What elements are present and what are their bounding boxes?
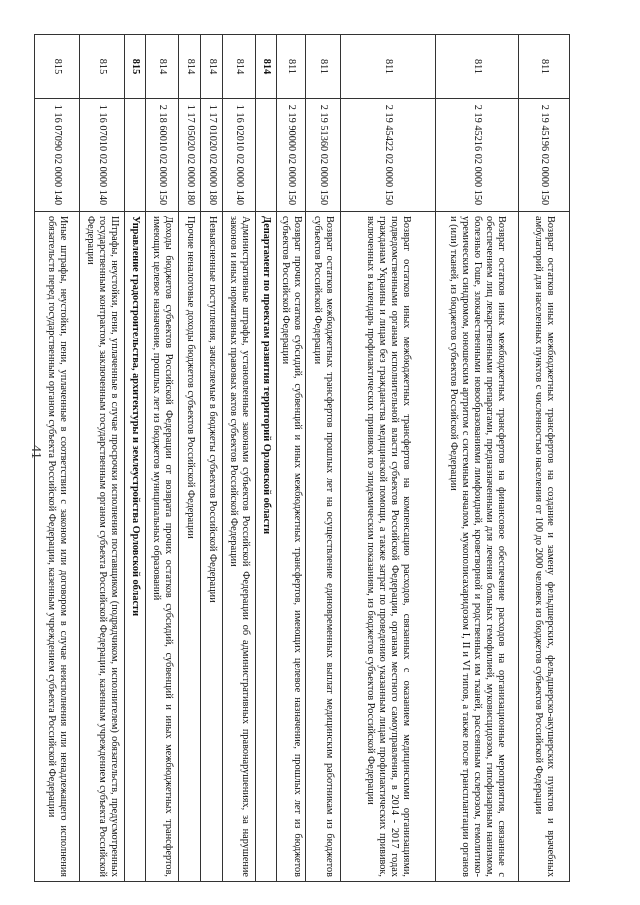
- budget-code-cell: 1 17 05020 02 0000 180: [179, 99, 201, 212]
- table-row: [223, 35, 256, 882]
- page-number: 41: [28, 445, 43, 459]
- table-row: [146, 35, 179, 882]
- budget-code-cell: 1 17 01020 02 0000 180: [201, 99, 223, 212]
- revenue-name-cell: Административные штрафы, установленные законами субъектов Российской Федерации об административных правонарушениях, за нарушение законов и иных нормативных правовых актов субъектов Российской Федерации: [223, 212, 256, 882]
- revenue-name-cell: Прочие неналоговые доходы бюджетов субъектов Российской Федерации: [179, 212, 201, 882]
- budget-code-cell: 2 18 60010 02 0000 150: [146, 99, 179, 212]
- budget-code-cell: 1 16 07090 02 0000 140: [35, 99, 80, 212]
- table-row: [201, 35, 223, 882]
- budget-code-cell: 2 19 45422 02 0000 150: [341, 99, 436, 212]
- revenue-name-cell: Иные штрафы, неустойки, пени, уплаченные в соответствии с законом или договором в случае неисполнения или ненадлежащего исполнения обязательств перед государственным органом субъекта Российской Федерации, казенным учреждением субъекта Российской Федерации: [35, 212, 80, 882]
- budget-code-cell: 2 19 45196 02 0000 150: [519, 99, 570, 212]
- admin-code-cell: 811: [519, 35, 570, 99]
- budget-code-cell: 1 16 07010 02 0000 140: [80, 99, 125, 212]
- admin-code-cell: 814: [256, 35, 277, 99]
- revenue-name-cell: Возврат остатков иных межбюджетных трансфертов на финансовое обеспечение расходов на организационные мероприятия, связанные с обеспечением лиц лекарственными препаратами, предназначенными для лечения больных гемофилией, муковисцидозом, гипофизарным нанизмом, болезнью Гоше, злокачественными новообразованиями лимфоидной, кроветворной и родственных им тканей, рассеянным склерозом, гемолитико-уремическим синдромом, юношеским артритом с системным началом, мукополисахаридозом I, II и VI типов, а также после трансплантации органов и (или) тканей, из бюджетов субъектов Российской Федерации: [436, 212, 519, 882]
- department-row: [125, 35, 146, 882]
- budget-code-cell: 2 19 51360 02 0000 150: [306, 99, 341, 212]
- table-row: [277, 35, 306, 882]
- revenue-name-cell: Штрафы, неустойки, пени, уплаченные в случае просрочки исполнения поставщиком (подрядчиком, исполнителем) обязательств, предусмотренных государственным контрактом, заключенным государственным органом субъекта Российской Федерации, казенным учреждением субъекта Российской Федерации: [80, 212, 125, 882]
- table-row: [519, 35, 570, 882]
- department-row: [256, 35, 277, 882]
- rotated-page: [46, 34, 570, 882]
- admin-code-cell: 815: [80, 35, 125, 99]
- admin-code-cell: 811: [436, 35, 519, 99]
- revenue-name-cell: Возврат остатков межбюджетных трансфертов прошлых лет на осуществление единовременных выплат медицинским работникам из бюджетов субъектов Российской Федерации: [306, 212, 341, 882]
- revenue-name-cell: Доходы бюджетов субъектов Российской Федерации от возврата прочих остатков субсидий, субвенций и иных межбюджетных трансфертов, имеющих целевое назначение, прошлых лет из бюджетов муниципальных образований: [146, 212, 179, 882]
- admin-code-cell: 815: [125, 35, 146, 99]
- admin-code-cell: 814: [223, 35, 256, 99]
- admin-code-cell: 815: [35, 35, 80, 99]
- table-row: [436, 35, 519, 882]
- revenue-codes-table: [34, 34, 570, 882]
- revenue-name-cell: Невыясненные поступления, зачисляемые в бюджеты субъектов Российской Федерации: [201, 212, 223, 882]
- table-row: [306, 35, 341, 882]
- revenue-name-cell: Возврат прочих остатков субсидий, субвенций и иных межбюджетных трансфертов, имеющих целевое назначение, прошлых лет из бюджетов субъектов Российской Федерации: [277, 212, 306, 882]
- revenue-name-cell: Возврат остатков иных межбюджетных трансфертов на компенсацию расходов, связанных с оказанием медицинскими организациями, подведомственными органам исполнительной власти субъектов Российской Федерации, органам местного самоуправления, в 2014 - 2017 годах гражданам Украины и лицам без гражданства медицинской помощи, а также затрат по проведению указанным лицам профилактических прививок, включенных в календарь профилактических прививок по эпидемическим показаниям, из бюджетов субъектов Российской Федерации: [341, 212, 436, 882]
- budget-code-cell: 2 19 90000 02 0000 150: [277, 99, 306, 212]
- budget-code-cell: 2 19 45216 02 0000 150: [436, 99, 519, 212]
- admin-code-cell: 814: [146, 35, 179, 99]
- admin-code-cell: 814: [201, 35, 223, 99]
- budget-code-cell: [125, 99, 146, 212]
- admin-code-cell: 814: [179, 35, 201, 99]
- budget-code-cell: [256, 99, 277, 212]
- department-name-cell: Управление градостроительства, архитектуры и землеустройства Орловской области: [125, 212, 146, 882]
- revenue-name-cell: Возврат остатков иных межбюджетных трансфертов на создание и замену фельдшерских, фельдшерско-акушерских пунктов и врачебных амбулаторий для населенных пунктов с численностью населения от 100 до 2000 человек из бюджетов субъектов Российской Федерации: [519, 212, 570, 882]
- admin-code-cell: 811: [306, 35, 341, 99]
- budget-code-cell: 1 16 02010 02 0000 140: [223, 99, 256, 212]
- admin-code-cell: 811: [341, 35, 436, 99]
- table-row: [179, 35, 201, 882]
- table-row: [341, 35, 436, 882]
- table-row: [35, 35, 80, 882]
- department-name-cell: Департамент по проектам развития территорий Орловской области: [256, 212, 277, 882]
- table-row: [80, 35, 125, 882]
- admin-code-cell: 811: [277, 35, 306, 99]
